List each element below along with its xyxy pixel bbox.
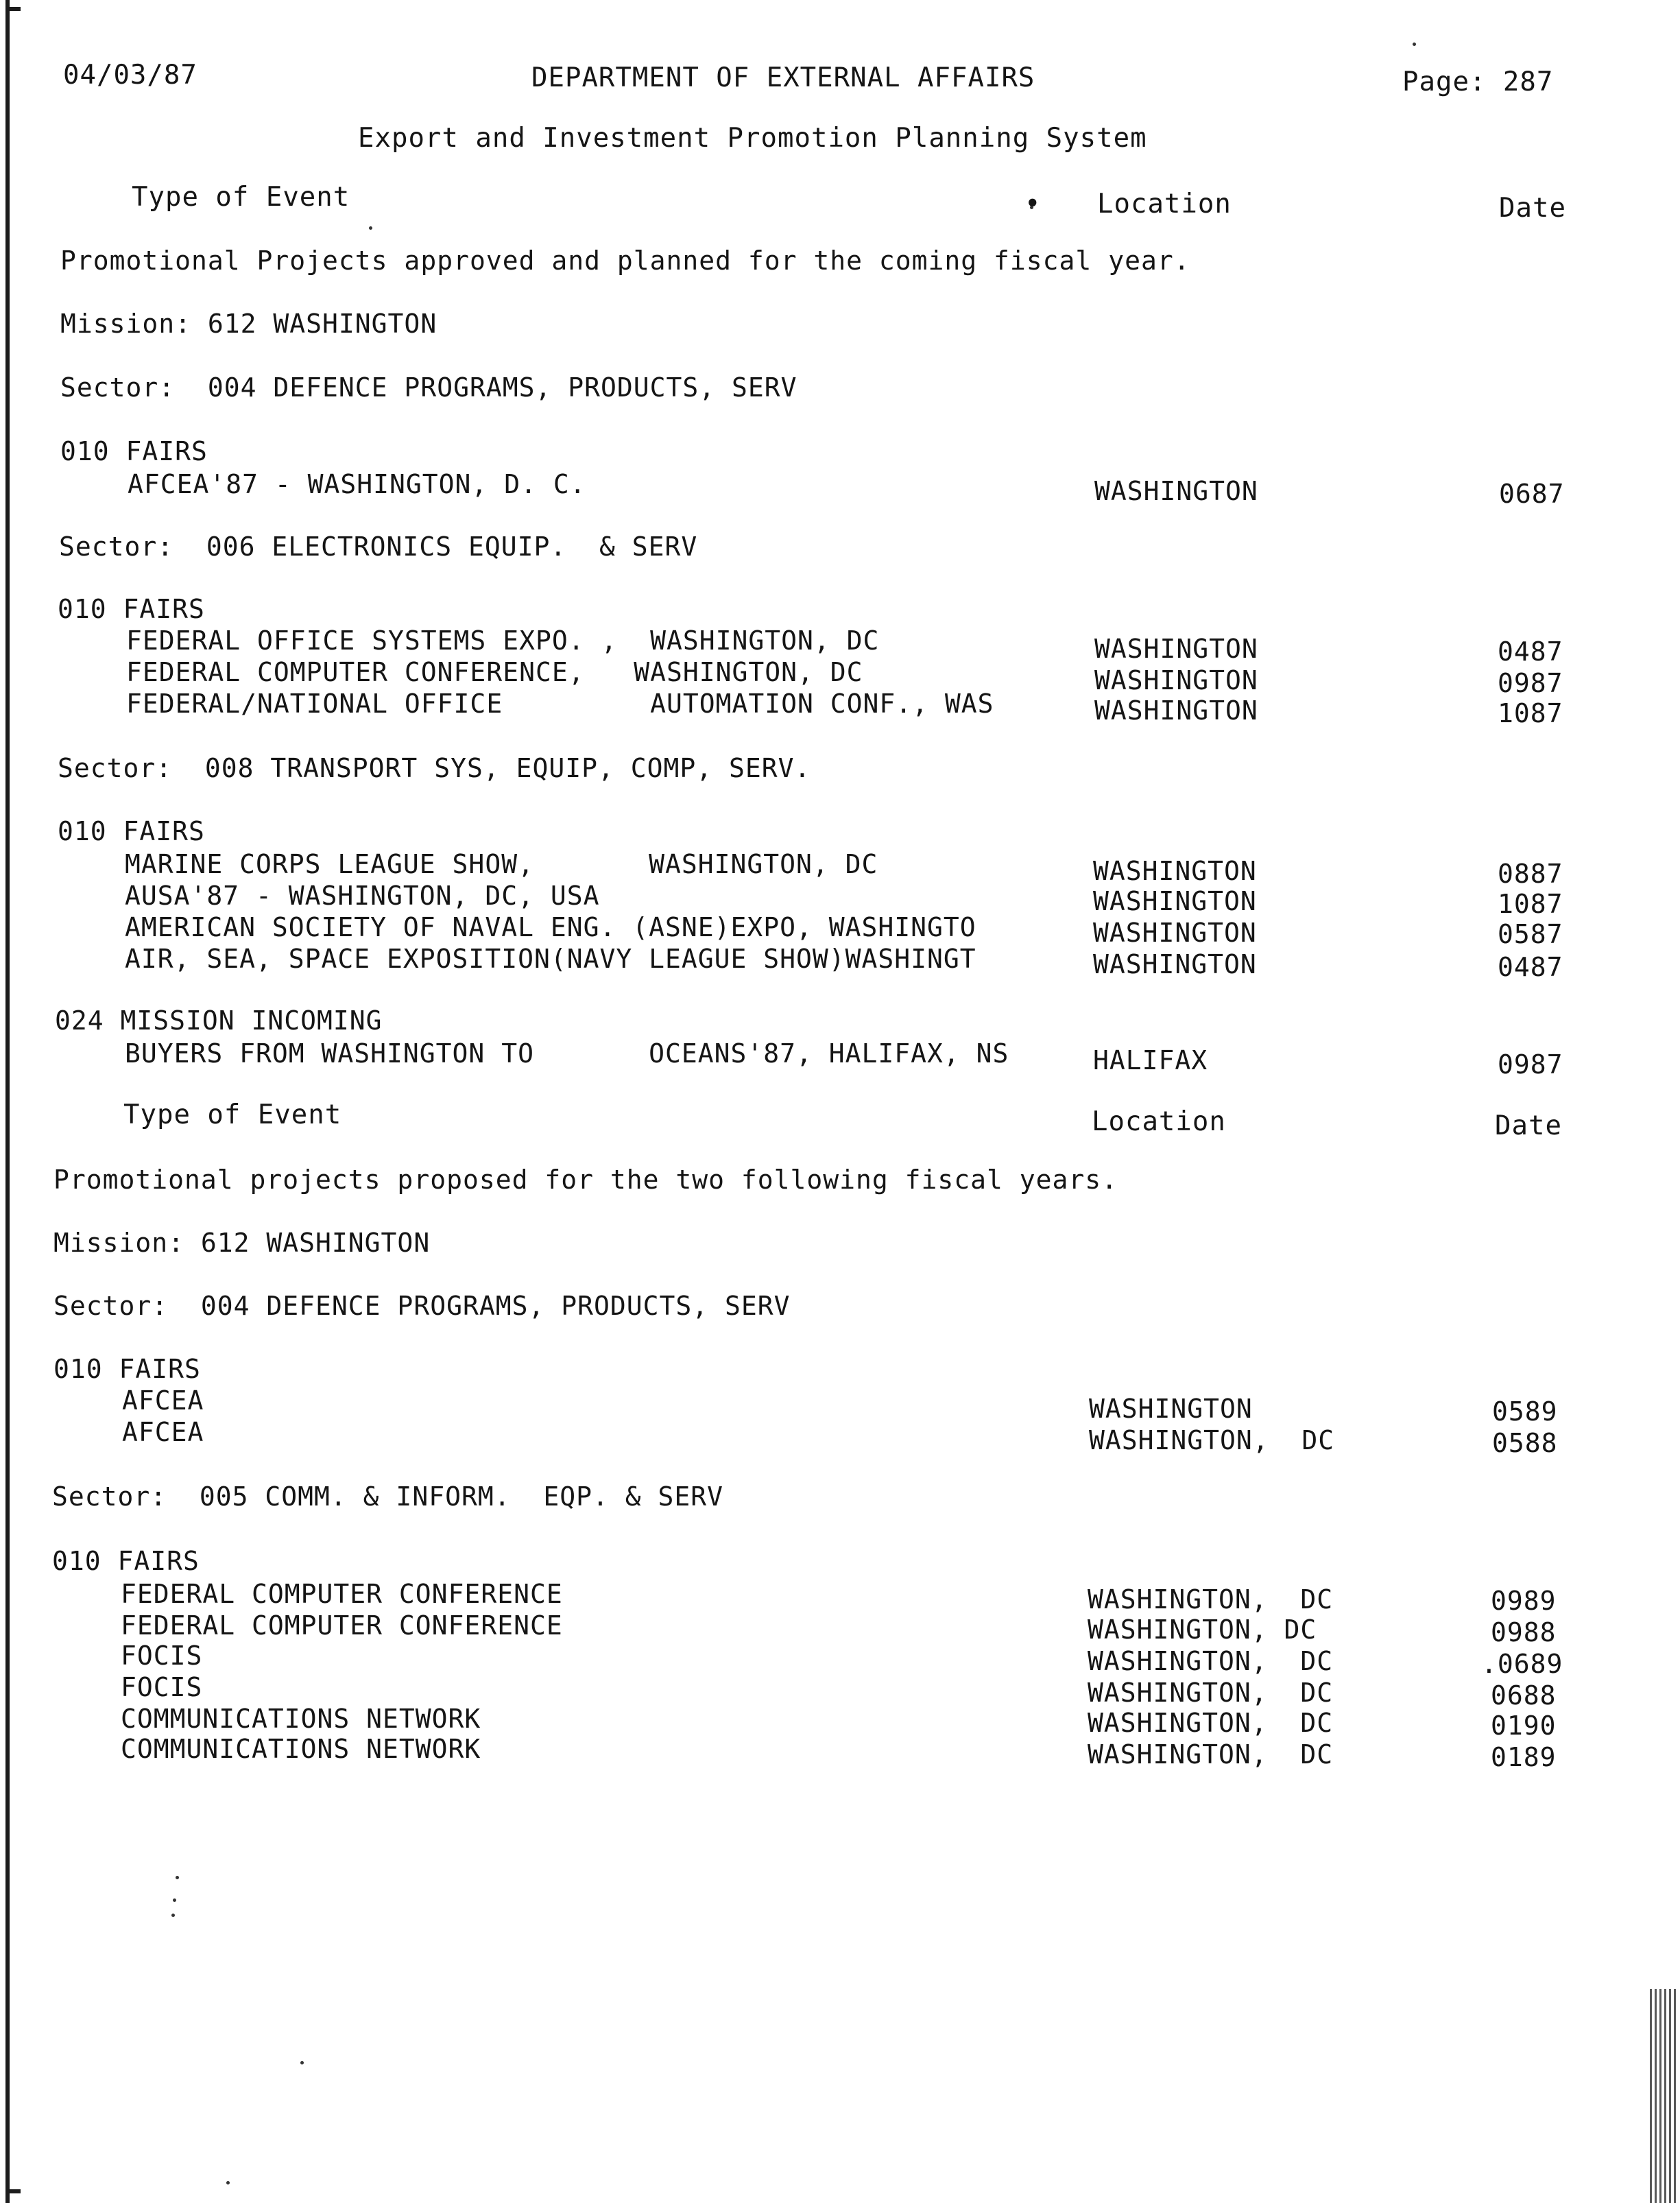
event-name: FOCIS — [121, 1641, 203, 1671]
column-location: Location — [1092, 1106, 1226, 1137]
event-location: WASHINGTON — [1093, 856, 1257, 886]
event-type-label: 024 MISSION INCOMING — [55, 1005, 383, 1036]
event-name: COMMUNICATIONS NETWORK — [121, 1734, 481, 1764]
event-location: WASHINGTON — [1093, 918, 1257, 948]
event-name: FEDERAL COMPUTER CONFERENCE — [121, 1610, 563, 1641]
speck — [369, 226, 372, 230]
column-location: Location — [1097, 189, 1232, 219]
system-title: Export and Investment Promotion Planning System — [358, 123, 1147, 154]
event-location: WASHINGTON — [1094, 634, 1258, 664]
column-date: Date — [1499, 193, 1566, 224]
speck — [176, 1876, 179, 1879]
event-date: 1087 — [1498, 889, 1563, 919]
event-type-label: 010 FAIRS — [53, 1354, 201, 1384]
section-title-proposed: Promotional projects proposed for the two following fiscal years. — [53, 1165, 1118, 1195]
speck — [226, 2181, 230, 2184]
event-location: WASHINGTON — [1093, 949, 1257, 979]
event-date: 0190 — [1491, 1711, 1557, 1741]
event-type-label: 010 FAIRS — [58, 594, 205, 624]
sector-label: Sector: 008 TRANSPORT SYS, EQUIP, COMP, SERV. — [58, 753, 811, 783]
event-date: 0487 — [1498, 636, 1563, 667]
event-location: WASHINGTON — [1093, 886, 1257, 916]
event-date: 0588 — [1492, 1428, 1558, 1458]
event-name: MARINE CORPS LEAGUE SHOW, WASHINGTON, DC — [125, 849, 878, 879]
event-date: 0687 — [1499, 479, 1565, 509]
event-date: 0487 — [1498, 952, 1563, 982]
event-type-label: 010 FAIRS — [58, 816, 205, 846]
event-location: WASHINGTON, DC — [1088, 1708, 1334, 1738]
event-type-label: 010 FAIRS — [60, 436, 208, 466]
speck — [1413, 43, 1416, 46]
section-title-approved: Promotional Projects approved and planned for the coming fiscal year. — [60, 246, 1190, 276]
event-date: 0589 — [1492, 1396, 1558, 1427]
event-name: BUYERS FROM WASHINGTON TO OCEANS'87, HALIFAX, NS — [125, 1038, 1009, 1069]
event-location: WASHINGTON, DC — [1088, 1584, 1334, 1615]
event-name: FEDERAL/NATIONAL OFFICE AUTOMATION CONF., WAS — [126, 689, 994, 719]
event-location: WASHINGTON — [1094, 476, 1258, 506]
event-date: 0987 — [1498, 1049, 1563, 1080]
event-location: WASHINGTON, DC — [1088, 1615, 1317, 1645]
event-date: .0689 — [1481, 1649, 1563, 1679]
event-name: FEDERAL COMPUTER CONFERENCE, WASHINGTON, DC — [126, 657, 863, 687]
column-type-of-event: Type of Event — [132, 182, 350, 213]
report-date: 04/03/87 — [63, 60, 197, 91]
sector-label: Sector: 005 COMM. & INFORM. EQP. & SERV — [52, 1481, 723, 1512]
scan-edge-left — [5, 0, 10, 2203]
scan-edge-right — [1650, 1989, 1677, 2203]
scan-edge-tick-top — [5, 7, 21, 11]
event-location: WASHINGTON, DC — [1088, 1678, 1334, 1708]
event-date: 0988 — [1491, 1617, 1557, 1647]
mission-label: Mission: 612 WASHINGTON — [60, 309, 437, 339]
event-name: FEDERAL OFFICE SYSTEMS EXPO. , WASHINGTON, DC — [126, 626, 880, 656]
event-date: 0989 — [1491, 1586, 1557, 1616]
event-date: 0688 — [1491, 1680, 1557, 1711]
event-date: 0587 — [1498, 919, 1563, 949]
event-name: AMERICAN SOCIETY OF NAVAL ENG. (ASNE)EXPO, WASHINGTO — [125, 912, 976, 942]
event-name: AFCEA'87 - WASHINGTON, D. C. — [128, 469, 586, 499]
department-title: DEPARTMENT OF EXTERNAL AFFAIRS — [531, 62, 1035, 93]
event-type-label: 010 FAIRS — [52, 1546, 200, 1576]
column-type-of-event: Type of Event — [123, 1099, 342, 1130]
event-location: WASHINGTON, DC — [1088, 1646, 1334, 1676]
event-location: WASHINGTON — [1089, 1394, 1253, 1424]
event-name: AFCEA — [122, 1385, 204, 1416]
event-location: WASHINGTON — [1094, 695, 1258, 726]
speck — [171, 1914, 175, 1917]
event-date: 0189 — [1491, 1742, 1557, 1772]
sector-label: Sector: 006 ELECTRONICS EQUIP. & SERV — [59, 532, 698, 562]
speck — [300, 2061, 304, 2064]
sector-label: Sector: 004 DEFENCE PROGRAMS, PRODUCTS, SERV — [60, 372, 797, 403]
event-name: AFCEA — [122, 1417, 204, 1447]
page-number: Page: 287 — [1402, 67, 1554, 97]
event-name: AUSA'87 - WASHINGTON, DC, USA — [125, 881, 600, 911]
event-name: COMMUNICATIONS NETWORK — [121, 1704, 481, 1734]
mission-label: Mission: 612 WASHINGTON — [53, 1228, 431, 1258]
event-date: 1087 — [1498, 698, 1563, 728]
event-name: FOCIS — [121, 1672, 203, 1702]
column-date: Date — [1495, 1110, 1562, 1141]
speck — [173, 1898, 176, 1902]
bullet-mark: • — [1024, 189, 1042, 219]
event-location: WASHINGTON, DC — [1089, 1425, 1335, 1455]
event-location: WASHINGTON — [1094, 665, 1258, 695]
event-date: 0887 — [1498, 859, 1563, 889]
sector-label: Sector: 004 DEFENCE PROGRAMS, PRODUCTS, SERV — [53, 1291, 791, 1321]
event-date: 0987 — [1498, 668, 1563, 698]
event-location: HALIFAX — [1093, 1045, 1208, 1075]
event-name: FEDERAL COMPUTER CONFERENCE — [121, 1579, 563, 1609]
event-name: AIR, SEA, SPACE EXPOSITION(NAVY LEAGUE SHOW)WASHINGT — [125, 944, 976, 974]
event-location: WASHINGTON, DC — [1088, 1739, 1334, 1770]
scan-edge-tick-bottom — [5, 2189, 21, 2193]
